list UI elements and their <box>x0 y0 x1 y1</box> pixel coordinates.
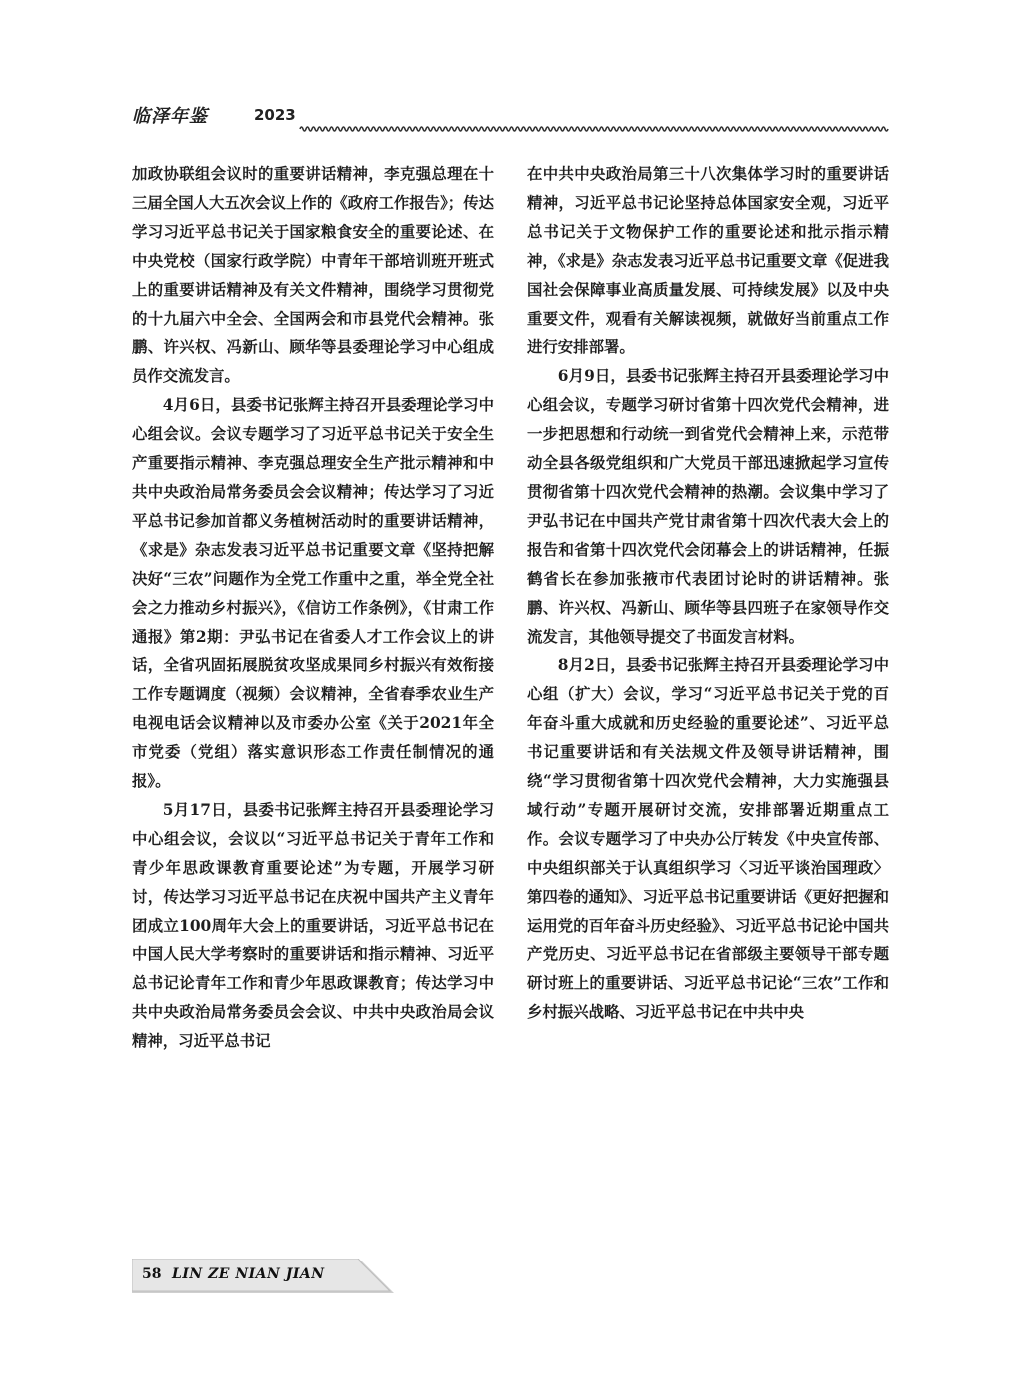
paragraph-april-6: 4月6日，县委书记张辉主持召开县委理论学习中心组会议。会议专题学习了习近平总书记关于安全生产重要指示精神、李克强总理安全生产批示精神和中共中央政治局常务委员会会议精神；传达学习了习近平总书记参加首都义务植树活动时的重要讲话精神，《求是》杂志发表习近平总书记重要文章《坚持把解决好“三农”问题作为全党工作重中之重，举全党全社会之力推动乡村振兴》，《信访工作条例》，《甘肃工作通报》第2期：尹弘书记在省委人才工作会议上的讲话，全省巩固拓展脱贫攻坚成果同乡村振兴有效衔接工作专题调度（视频）会议精神，全省春季农业生产电视电话会议精神以及市委办公室《关于2021年全市党委（党组）落实意识形态工作责任制情况的通报》。 <box>132 396 494 791</box>
paragraph-continued-right: 在中共中央政治局第三十八次集体学习时的重要讲话精神，习近平总书记论坚持总体国家安全观，习近平总书记关于文物保护工作的重要论述和批示指示精神，《求是》杂志发表习近平总书记重要文章《促进我国社会保障事业高质量发展、可持续发展》以及中央重要文件，观看有关解读视频，就做好当前重点工作进行安排部署。 <box>527 165 889 357</box>
header-wave-rule <box>132 124 890 134</box>
yearbook-year: 2023 <box>254 106 296 124</box>
running-footer <box>132 1259 402 1295</box>
page-number: 58 <box>142 1266 162 1282</box>
yearbook-title: 临泽年鉴 <box>132 106 208 127</box>
right-text-column <box>527 160 889 1027</box>
paragraph-may-17: 5月17日，县委书记张辉主持召开县委理论学习中心组会议，会议以“习近平总书记关于青年工作和青少年思政课教育重要论述”为专题，开展学习研讨，传达学习习近平总书记在庆祝中国共产主义青年团成立100周年大会上的重要讲话，习近平总书记在中国人民大学考察时的重要讲话和指示精神、习近平总书记论青年工作和青少年思政课教育；传达学习中共中央政治局常务委员会会议、中共中央政治局会议精神，习近平总书记 <box>132 800 494 1051</box>
paragraph-august-2: 8月2日，县委书记张辉主持召开县委理论学习中心组（扩大）会议，学习“习近平总书记关于党的百年奋斗重大成就和历史经验的重要论述”、习近平总书记重要讲话和有关法规文件及领导讲话精神，围绕“学习贯彻省第十四次党代会精神，大力实施强县域行动”专题开展研讨交流，安排部署近期重点工作。会议专题学习了中央办公厅转发《中央宣传部、中央组织部关于认真组织学习〈习近平谈治国理政〉第四卷的通知》、习近平总书记重要讲话《更好把握和运用党的百年奋斗历史经验》、习近平总书记论中国共产党历史、习近平总书记在省部级主要领导干部专题研讨班上的重要讲话、习近平总书记论“三农”工作和乡村振兴战略、习近平总书记在中共中央 <box>527 656 889 1022</box>
paragraph-june-9: 6月9日，县委书记张辉主持召开县委理论学习中心组会议，专题学习研讨省第十四次党代会精神，进一步把思想和行动统一到省党代会精神上来，示范带动全县各级党组织和广大党员干部迅速掀起学习宣传贯彻省第十四次党代会精神的热潮。会议集中学习了尹弘书记在中国共产党甘肃省第十四次代表大会上的报告和省第十四次党代会闭幕会上的讲话精神，任振鹤省长在参加张掖市代表团讨论时的讲话精神。张鹏、许兴权、冯新山、顾华等县四班子在家领导作交流发言，其他领导提交了书面发言材料。 <box>527 367 889 646</box>
left-text-column <box>132 160 494 1056</box>
running-header <box>132 100 890 138</box>
footer-label: LIN ZE NIAN JIAN <box>172 1266 325 1282</box>
paragraph-continued: 加政协联组会议时的重要讲话精神，李克强总理在十三届全国人大五次会议上作的《政府工作报告》；传达学习习近平总书记关于国家粮食安全的重要论述、在中央党校（国家行政学院）中青年干部培训班开班式上的重要讲话精神及有关文件精神，围绕学习贯彻党的十九届六中全会、全国两会和市县党代会精神。张鹏、许兴权、冯新山、顾华等县委理论学习中心组成员作交流发言。 <box>132 165 494 386</box>
